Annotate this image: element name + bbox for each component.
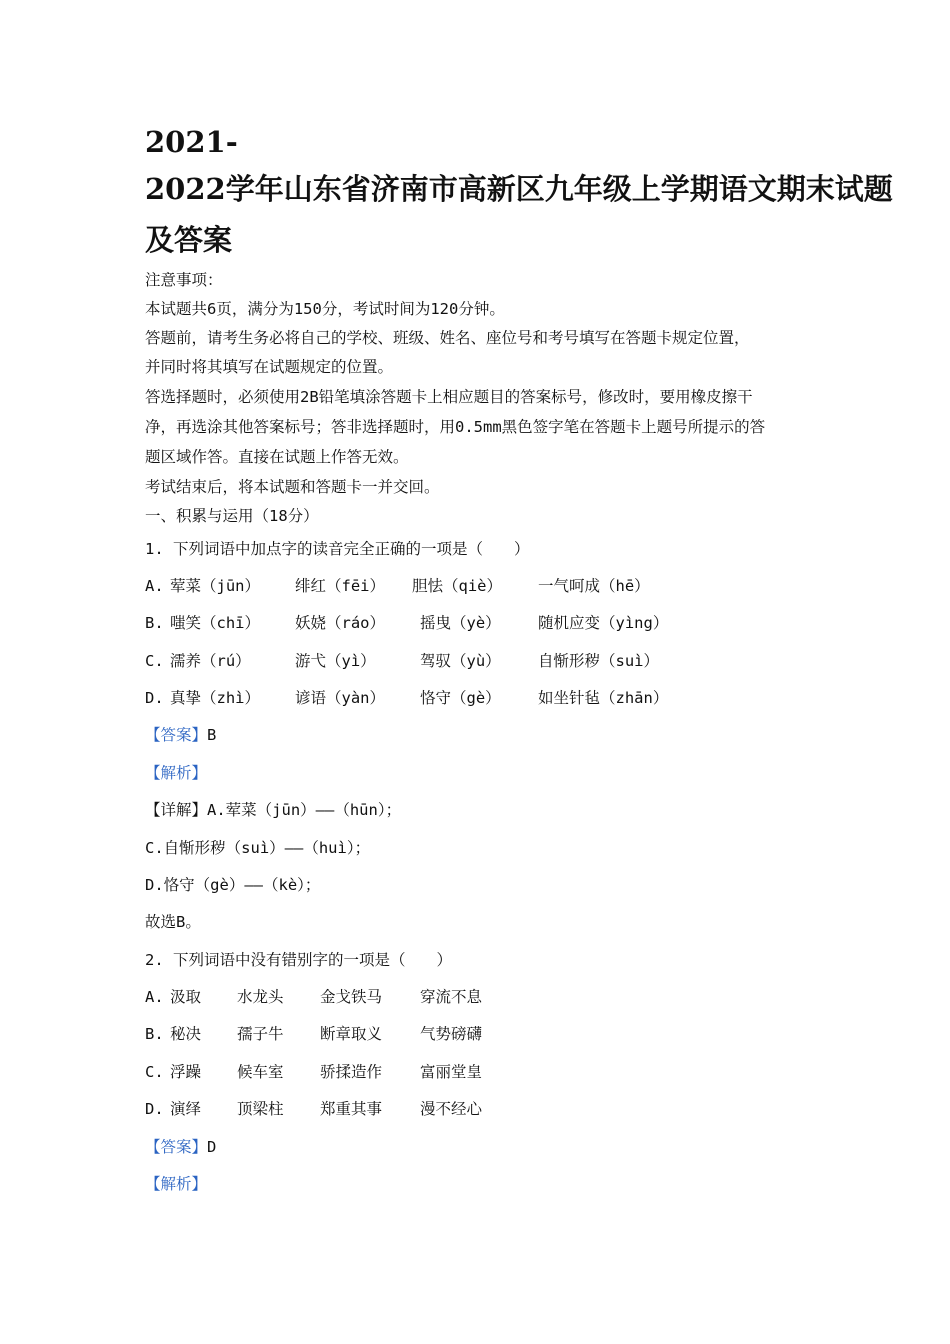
question-stem: 2. 下列词语中没有错别字的一项是（ ） — [145, 951, 452, 969]
option-letter: C. — [145, 1063, 164, 1081]
option-item: 随机应变（yìng） — [538, 614, 669, 632]
answer-line — [145, 724, 216, 746]
option-item: 驾驭（yù） — [420, 652, 501, 670]
option-item: 妖娆（ráo） — [295, 614, 385, 632]
option-letter: D. — [145, 1100, 164, 1118]
notice-paragraph: 净，再选涂其他答案标号；答非选择题时，用0.5mm黑色签字笔在答题卡上题号所提示的答 — [145, 418, 766, 436]
option-item: 一气呵成（hē） — [538, 577, 650, 595]
option-item: 浮躁 — [170, 1063, 202, 1081]
doc-title-line2: 2022学年山东省济南市高新区九年级上学期语文期末试题 — [145, 172, 893, 206]
option-item: 气势磅礴 — [420, 1025, 483, 1043]
option-item: 荤菜（jūn） — [170, 577, 260, 595]
notice-paragraph: 本试题共6页，满分为150分，考试时间为120分钟。 — [145, 300, 505, 318]
option-item: 富丽堂皇 — [420, 1063, 483, 1081]
option-letter: A. — [145, 577, 164, 595]
answer-tag: 【答案】 — [145, 726, 208, 744]
option-item: 秘决 — [170, 1025, 202, 1043]
option-item: 自惭形秽（suì） — [538, 652, 659, 670]
answer-value: B — [207, 726, 217, 744]
notice-paragraph: 答题前，请考生务必将自己的学校、班级、姓名、座位号和考号填写在答题卡规定位置， — [145, 329, 750, 347]
analysis-tag: 【解析】 — [145, 764, 208, 782]
option-item: 水龙头 — [237, 988, 284, 1006]
option-item: 如坐针毡（zhān） — [538, 689, 669, 707]
option-item: 孺子牛 — [237, 1025, 284, 1043]
answer-value: D — [207, 1138, 217, 1156]
detail-line: D.恪守（gè）——（kè）； — [145, 876, 321, 894]
option-item: 谚语（yàn） — [295, 689, 385, 707]
section-heading: 一、积累与运用（18分） — [145, 507, 319, 525]
option-item: 漫不经心 — [420, 1100, 483, 1118]
option-letter: A. — [145, 988, 164, 1006]
option-item: 游弋（yì） — [295, 652, 376, 670]
option-item: 郑重其事 — [320, 1100, 383, 1118]
option-item: 演绎 — [170, 1100, 202, 1118]
detail-line — [145, 799, 401, 821]
option-item: 摇曳（yè） — [420, 614, 501, 632]
option-letter: B. — [145, 614, 164, 632]
notice-paragraph: 考试结束后，将本试题和答题卡一并交回。 — [145, 478, 440, 496]
option-letter: D. — [145, 689, 164, 707]
option-item: 胆怯（qiè） — [412, 577, 502, 595]
doc-title-line1: 2021- — [145, 125, 238, 159]
notice-paragraph: 题区域作答。直接在试题上作答无效。 — [145, 448, 409, 466]
option-item: 恪守（gè） — [420, 689, 501, 707]
detail-text: A.荤菜（jūn）——（hūn）； — [207, 801, 402, 819]
notice-heading: 注意事项： — [145, 271, 223, 289]
option-item: 穿流不息 — [420, 988, 483, 1006]
option-item: 金戈铁马 — [320, 988, 383, 1006]
notice-paragraph: 并同时将其填写在试题规定的位置。 — [145, 358, 394, 376]
option-item: 候车室 — [237, 1063, 284, 1081]
answer-tag: 【答案】 — [145, 1138, 208, 1156]
detail-line: C.自惭形秽（suì）——（huì）； — [145, 839, 371, 857]
question-stem: 1. 下列词语中加点字的读音完全正确的一项是（ ） — [145, 540, 530, 558]
option-item: 顶梁柱 — [237, 1100, 284, 1118]
detail-tag: 【详解】 — [145, 801, 208, 819]
option-item: 真挚（zhì） — [170, 689, 260, 707]
conclusion-line: 故选B。 — [145, 913, 201, 931]
option-letter: B. — [145, 1025, 164, 1043]
doc-title-line3: 及答案 — [145, 223, 233, 257]
analysis-tag: 【解析】 — [145, 1175, 208, 1193]
option-item: 濡养（rú） — [170, 652, 251, 670]
option-item: 骄揉造作 — [320, 1063, 383, 1081]
option-item: 嗤笑（chī） — [170, 614, 260, 632]
option-item: 汲取 — [170, 988, 202, 1006]
option-item: 断章取义 — [320, 1025, 383, 1043]
option-item: 绯红（fēi） — [295, 577, 385, 595]
answer-line — [145, 1136, 216, 1158]
option-letter: C. — [145, 652, 164, 670]
notice-paragraph: 答选择题时，必须使用2B铅笔填涂答题卡上相应题目的答案标号，修改时，要用橡皮擦干 — [145, 388, 753, 406]
